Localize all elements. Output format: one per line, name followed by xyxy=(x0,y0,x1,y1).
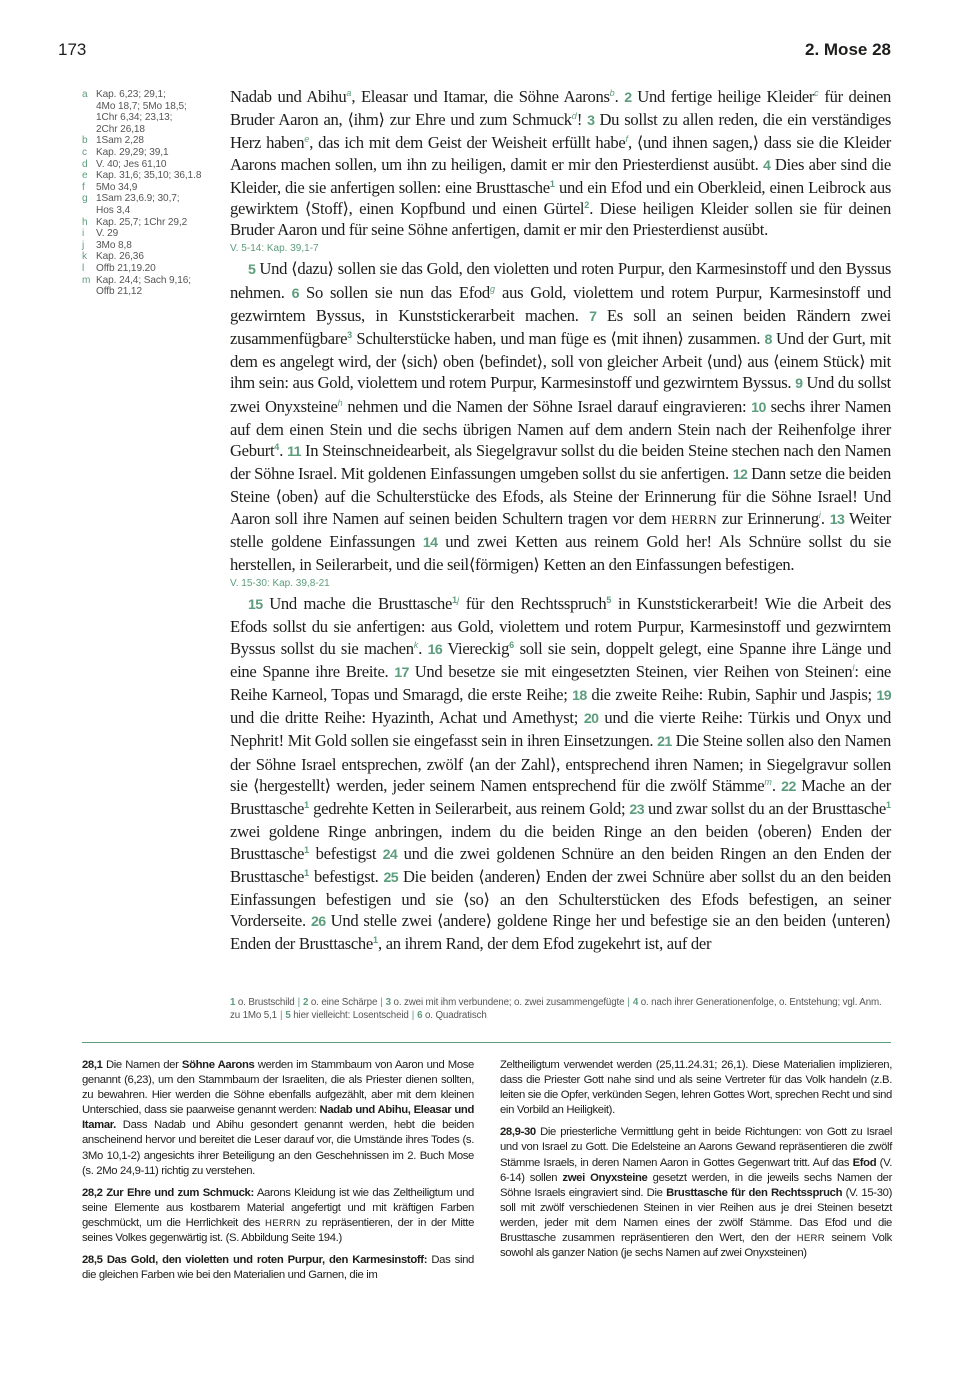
verse-number: 15 xyxy=(248,597,263,614)
footnote-number: 3 xyxy=(385,997,394,1008)
margin-note xyxy=(82,182,212,194)
commentary-note: 28,1 Die Namen der Söhne Aarons werden im Stammbaum von Aaron und Mose genannt (6,23), um den Stammbaum der Israeliten, die als Priester dienen sollten, zu bewahren. Hier werden die Söhne ebenfalls aufgezählt, aber mit dem kleinen Unterschied, dass sie paarweise genannt werden: Nadab und Abihu, Eleasar und Itamar. Dass Nadab und Abihu gesondert genannt werden, hebt die beiden anscheinend hervor und bereitet die Leser darauf vor, die Umstände ihres Todes (s. 3Mo 10,1-2) angesichts ihrer Beteiligung an den Geschehnissen im 2. Buch Mose (s. 2Mo 24,9-11) richtig zu verstehen. xyxy=(82,1059,474,1177)
margin-cross-references xyxy=(82,89,212,298)
verse-number: 22 xyxy=(781,778,796,795)
verse-number: 14 xyxy=(422,534,438,551)
section-cross-reference: V. 15-30: Kap. 39,8-21 xyxy=(230,578,330,590)
verse-number: 19 xyxy=(876,688,892,705)
paragraph-3: 15 Und mache die Brusttasche$^{1j}$ für den Rechtsspruch$^5$ in Kunststickerarbeit! Wie die Arbeit des Efods sollst du sie anfertigen: aus Gold, violettem und rotem Purpur, Karmesinstoff und gezwirntem Byssus sollst du sie machen$^k$. 16 Viereckig$^6$ soll sie sein, doppelt gelegt, eine Spanne ihre Länge und eine Spanne ihre Breite. 17 Und besetze sie mit eingesetzten Steinen, vier Reihen von Steinen$^l$: eine Reihe Karneol, Topas und Smaragd, die erste Reihe; 18 die zweite Reihe: Rubin, Saphir und Jaspis; 19 und die dritte Reihe: Hyazinth, Achat und Amethyst; 20 und die vierte Reihe: Türkis und Onyx und Nephrit! Mit Gold sollen sie eingefasst sein in ihren Einsetzungen. 21 Die Steine sollen also den Namen der Söhne Israel entsprechen, zwölf ⟨an der Zahl⟩, entsprechend ihren Namen; in Siegelgravur sollen sie ⟨hergestellt⟩ werden, jeder seinem Namen entsprechend für die zwölf Stämme$^m$. 22 Mache an der Brusttasche$^1$ gedrehte Ketten in Seilerarbeit, aus reinem Gold; 23 und zwar sollst du an der Brusttasche$^1$ zwei goldene Ringe anbringen, indem du die beiden Ringe an den beiden ⟨oberen⟩ Enden der Brusttasche$^1$ befestigst 24 und die zwei goldenen Schnüre an den beiden Ringen an den Enden der Brusttasche$^1$ befestigst. 25 Die beiden ⟨anderen⟩ Enden der zwei Schnüre aber sollst du an den beiden Einfassungen befestigen und sie ⟨so⟩ an den Schulterstücken des Efods befestigen, an seiner Vorderseite. 26 Und stelle zwei ⟨andere⟩ goldene Ringe her und befestige sie an den beiden ⟨unteren⟩ Enden der Brusttasche$^1$, an ihrem Rand, der dem Efod zugekehrt ist, auf der xyxy=(230,594,892,954)
footnotes: 1 o. Brustschild | 2 o. eine Schärpe | 3 o. zwei mit ihm verbundene; o. zwei zusammengefügte | 4 o. nach ihrer Generationenfolge, o. Entstehung; vgl. Anm. zu 1Mo 5,1 | 5 hier vielleicht: Losentscheid | 6 o. Quadratisch xyxy=(230,997,882,1021)
page-number: 173 xyxy=(58,40,87,59)
margin-note-letter: m xyxy=(82,274,91,286)
margin-note-letter: k xyxy=(82,251,87,263)
verse-number: 25 xyxy=(383,869,399,886)
verse-number: 3 xyxy=(587,113,595,130)
verse-number: 13 xyxy=(829,511,845,528)
verse-number: 23 xyxy=(629,802,644,819)
margin-note-refs: Offb 21,19.20 xyxy=(96,262,156,274)
margin-note-letter: c xyxy=(82,146,87,158)
margin-note-refs: Kap. 24,4; Sach 9,16; Offb 21,12 xyxy=(96,274,191,298)
footnote-text: o. Brustschild xyxy=(237,997,295,1008)
margin-note-refs: Kap. 6,23; 29,1; 4Mo 18,7; 5Mo 18,5; 1Chr 6,34; 23,13; 2Chr 26,18 xyxy=(96,89,187,135)
margin-note xyxy=(82,263,212,275)
paragraph-2: 5 Und ⟨dazu⟩ sollen sie das Gold, den violetten und roten Purpur, den Karmesinstoff und den Byssus nehmen. 6 So sollen sie nun das Efod$^g$ aus Gold, violettem und rotem Purpur, Karmesinstoff und gezwirntem Byssus, in Kunststickerarbeit machen. 7 Es soll an seinen beiden Rändern zwei zusammenfügbare$^3$ Schulterstücke haben, und man füge es ⟨mit ihnen⟩ zusammen. 8 Und der Gurt, mit dem es angelegt wird, der ⟨sich⟩ oben ⟨befindet⟩, soll von gleicher Arbeit ⟨und⟩ aus ⟨einem Stück⟩ mit ihm sein: aus Gold, violettem und rotem Purpur, Karmesinstoff und gezwirntem Byssus. 9 Und du sollst zwei Onyxsteine$^h$ nehmen und die Namen der Söhne Israel darauf eingravieren: 10 sechs ihrer Namen auf dem einen Stein und die sechs übrigen Namen auf dem andern Stein nach der Reihenfolge ihrer Geburt$^4$. 11 In Steinschneidearbeit, als Siegelgravur sollst du die beiden Steine stechen nach den Namen der Söhne Israel. Mit goldenen Einfassungen umgeben sollst du sie anfertigen. 12 Dann setze die beiden Steine ⟨oben⟩ auf die Schulterstücke des Efods, als Steine der Erinnerung für die Söhne Israel! Und Aaron soll ihre Namen auf seinen beiden Schultern tragen vor dem HERRN zur Erinnerung$^i$. 13 Weiter stelle goldene Einfassungen 14 und zwei Ketten aus reinem Gold her! Als Schnüre sollst du sie herstellen, in Seilerarbeit, und die seil⟨förmigen⟩ Ketten an den Einfassungen befestigen. xyxy=(230,259,892,575)
commentary-column-right xyxy=(500,1058,892,1268)
margin-note xyxy=(82,251,212,263)
margin-note-letter: j xyxy=(82,239,85,251)
footnote-text: hier vielleicht: Losentscheid xyxy=(293,1010,409,1021)
footnote-number: 5 xyxy=(285,1010,294,1021)
verse-number: 2 xyxy=(624,90,632,106)
margin-note-letter: g xyxy=(82,193,88,205)
margin-note-refs: 1Sam 23,6.9; 30,7; Hos 3,4 xyxy=(96,193,180,216)
commentary-note: 28,9-30 Die priesterliche Vermittlung geht in beide Richtungen: von Gott zu Israel und von Israel zu Gott. Die Edelsteine an Aarons Gewand repräsentieren die zwölf Stämme Israels, in deren Namen Aaron in Gottes Gegenwart tritt. Auf das Efod (V. 6-14) sollen zwei Onyxsteine gesetzt werden, in die jeweils sechs Namen der Söhne Israels eingraviert sind. Die Brusttasche für den Rechtsspruch (V. 15-30) soll mit zwölf verschiedenen Steinen in vier Reihen aus je drei Steinen besetzt werden, jeder mit dem Namen eines der zwölf Stämme. Das Efod und die Brusttasche zusammen repräsentieren den Wert, den der HERR seinem Volk sowohl als ganzer Nation (je sechs Namen auf zwei Onyxsteinen) xyxy=(500,1126,893,1260)
margin-note-letter: i xyxy=(82,228,85,240)
margin-note-refs: 3Mo 8,8 xyxy=(96,239,132,251)
margin-note-letter: e xyxy=(82,170,88,182)
margin-note-letter: a xyxy=(82,89,88,100)
verse-number: 17 xyxy=(394,664,409,681)
margin-note-refs: Kap. 25,7; 1Chr 29,2 xyxy=(96,216,188,228)
verse-number: 26 xyxy=(310,914,326,931)
commentary-note: 28,5 Das Gold, den violetten und roten Purpur, den Karmesinstoff: Das sind die gleichen Farben wie bei den Materialien und Garnen, die im xyxy=(82,1254,474,1282)
margin-note xyxy=(82,217,212,229)
margin-note xyxy=(82,89,212,135)
footnote-number: 2 xyxy=(303,997,311,1008)
margin-note-refs: Kap. 29,29; 39,1 xyxy=(96,146,169,158)
paragraph-1: Nadab und Abihu$^a$, Eleasar und Itamar, die Söhne Aarons$^b$. 2 Und fertige heilige Kleider$^c$ für deinen Bruder Aaron an, ⟨ihm⟩ zur Ehre und zum Schmuck$^d$! 3 Du sollst zu allen reden, die ein verständiges Herz haben$^e$, das ich mit dem Geist der Weisheit erfüllt habe$^f$, ⟨und ihnen sagen,⟩ dass sie die Kleider Aarons machen sollen, um ihn zu heiligen, damit er mir den Priesterdienst ausübt. 4 Dies aber sind die Kleider, die sie anfertigen sollen: eine Brusttasche$^1$ und ein Efod und ein Oberkleid, einen Leibrock aus gewirktem ⟨Stoff⟩, einen Kopfbund und einen Gürtel$^2$. Diese heiligen Kleider sollen sie für deinen Bruder Aaron und für seine Söhne anfertigen, damit er mir den Priesterdienst ausübt. xyxy=(230,87,892,240)
margin-note-refs: Kap. 31,6; 35,10; 36,1.8 xyxy=(96,170,202,182)
running-head: 2. Mose 28 xyxy=(805,40,891,59)
margin-note xyxy=(82,240,212,252)
margin-note xyxy=(82,275,212,298)
footnote-number: 6 xyxy=(417,1010,425,1021)
margin-note-letter: h xyxy=(82,216,88,228)
footnote-number: 1 xyxy=(230,997,238,1008)
verse-number: 18 xyxy=(572,688,587,705)
verse-number: 10 xyxy=(751,399,766,416)
verse-number: 11 xyxy=(287,444,301,461)
verse-number: 6 xyxy=(291,285,299,302)
footnote-text: o. Quadratisch xyxy=(425,1010,487,1021)
footnote-text: o. eine Schärpe xyxy=(310,997,378,1008)
verse-number: 9 xyxy=(795,376,803,393)
margin-note-refs: 1Sam 2,28 xyxy=(96,135,144,147)
verse-number: 12 xyxy=(732,467,748,484)
verse-number: 21 xyxy=(657,734,672,751)
commentary-note-continued: Zeltheiligtum verwendet werden (25,11.24.31; 26,1). Diese Materialien implizieren, dass die Priester Gott nahe sind und als seine Vertreter für das Volk handeln (z.B. leiten sie die Opfer, verkünden Segen, lehren Gottes Wort, sprechen Recht und sind ein Vorbild an Heiligkeit). xyxy=(500,1059,892,1117)
section-divider xyxy=(82,1042,891,1043)
margin-note-refs: 5Mo 34,9 xyxy=(96,181,138,193)
commentary-column-left xyxy=(82,1058,474,1290)
margin-note xyxy=(82,147,212,159)
margin-note xyxy=(82,170,212,182)
verse-number: 20 xyxy=(583,711,599,728)
margin-note-refs: V. 29 xyxy=(96,228,119,240)
verse-number: 16 xyxy=(427,641,443,658)
footnote-text: o. zwei mit ihm verbundene; o. zwei zusammengefügte xyxy=(393,997,625,1008)
margin-note xyxy=(82,135,212,147)
margin-note-letter: d xyxy=(82,158,88,170)
footnote-text: o. nach ihrer Generationenfolge, o. Entstehung; vgl. Anm. zu 1Mo 5,1 xyxy=(230,997,882,1021)
margin-note-letter: l xyxy=(82,262,85,274)
margin-note xyxy=(82,159,212,171)
footnote-number: 4 xyxy=(632,997,641,1008)
verse-number: 4 xyxy=(763,157,771,174)
margin-note-letter: f xyxy=(82,181,85,193)
margin-note xyxy=(82,193,212,216)
section-cross-reference: V. 5-14: Kap. 39,1-7 xyxy=(230,243,319,255)
divine-name: HERRN xyxy=(671,511,717,527)
verse-number: 5 xyxy=(248,262,256,279)
margin-note-letter: b xyxy=(82,135,88,147)
verse-number: 8 xyxy=(764,332,772,349)
margin-note-refs: Kap. 26,36 xyxy=(96,251,144,263)
verse-number: 24 xyxy=(382,846,398,863)
margin-note-refs: V. 40; Jes 61,10 xyxy=(96,158,167,170)
verse-number: 7 xyxy=(589,308,597,325)
bible-text xyxy=(230,86,891,955)
commentary-note: 28,2 Zur Ehre und zum Schmuck: Aarons Kleidung ist wie das Zeltheiligtum und seine Elemente aus kostbarem Material angefertigt und mit kräftigen Farben geschmückt, um die Herrlichkeit des HERRN zu repräsentieren, der in der Mitte seines Volkes gegenwärtig ist. (S. Abbildung Seite 194.) xyxy=(82,1186,475,1245)
margin-note xyxy=(82,228,212,240)
